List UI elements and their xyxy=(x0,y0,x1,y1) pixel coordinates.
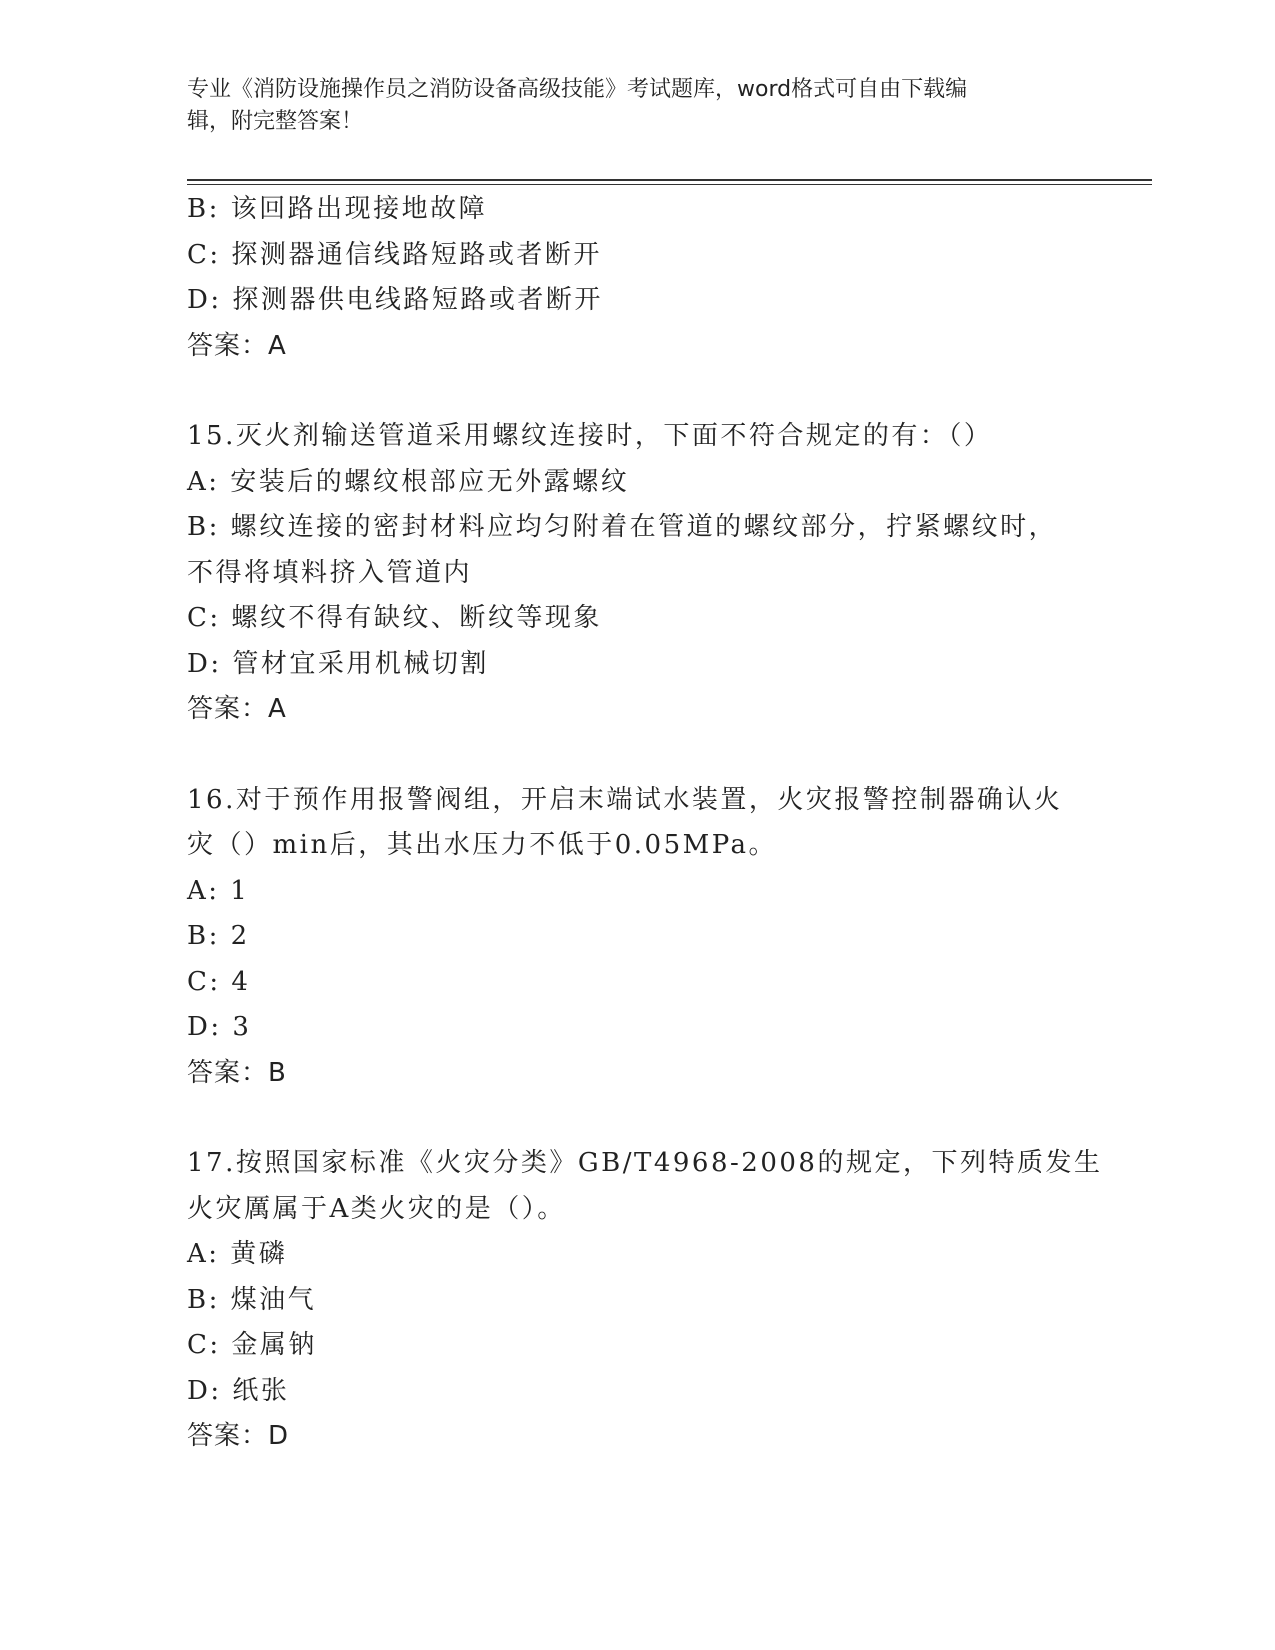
q17-option-a: A: 黄磷 xyxy=(187,1239,288,1269)
header-line-1: 专业《消防设施操作员之消防设备高级技能》考试题库，word格式可自由下载编 xyxy=(187,77,968,102)
q16-answer: 答案：B xyxy=(187,1057,287,1088)
q14-option-b: B: 该回路出现接地故障 xyxy=(187,194,488,224)
q16-option-a: A: 1 xyxy=(187,875,250,906)
q16-stem-line-2: 灾（）min后，其出水压力不低于0.05MPa。 xyxy=(187,830,778,860)
q15-stem: 15.灭火剂输送管道采用螺纹连接时，下面不符合规定的有：（） xyxy=(187,421,993,451)
q17-option-c: C: 金属钠 xyxy=(187,1330,317,1360)
question-16 xyxy=(187,778,1087,1097)
spacer xyxy=(187,733,1087,778)
header-line-2: 辑，附完整答案！ xyxy=(187,109,364,134)
question-14-tail xyxy=(187,187,1087,369)
q15-option-a: A: 安装后的螺纹根部应无外露螺纹 xyxy=(187,466,630,497)
q16-option-d: D: 3 xyxy=(187,1012,252,1042)
q15-answer: 答案：A xyxy=(187,694,287,724)
question-15 xyxy=(187,414,1087,733)
q16-stem-line-1: 16.对于预作用报警阀组，开启末端试水装置，火灾报警控制器确认火 xyxy=(187,784,1063,815)
q17-answer: 答案：D xyxy=(187,1421,290,1451)
q14-option-c: C: 探测器通信线路短路或者断开 xyxy=(187,239,602,270)
q15-option-c: C: 螺纹不得有缺纹、断纹等现象 xyxy=(187,603,602,633)
header-divider-thin xyxy=(187,184,1152,185)
question-17 xyxy=(187,1141,1103,1460)
q15-option-b-line-1: B: 螺纹连接的密封材料应均匀附着在管道的螺纹部分，拧紧螺纹时， xyxy=(187,512,1058,542)
q17-option-b: B: 煤油气 xyxy=(187,1284,317,1315)
q17-stem-line-2: 火灾厲属于A类火灾的是（）。 xyxy=(187,1193,566,1224)
q17-option-d: D: 纸张 xyxy=(187,1375,290,1406)
q16-option-b: B: 2 xyxy=(187,921,250,951)
q15-option-b-line-2: 不得将填料挤入管道内 xyxy=(187,557,473,588)
q16-option-c: C: 4 xyxy=(187,966,251,997)
q14-answer: 答案：A xyxy=(187,330,287,361)
question-content xyxy=(187,187,1103,1460)
q14-option-d: D: 探测器供电线路短路或者断开 xyxy=(187,285,603,315)
spacer xyxy=(187,369,1087,414)
page-header xyxy=(187,74,1067,138)
q17-stem-line-1: 17.按照国家标准《火灾分类》GB/T4968-2008的规定，下列特质发生 xyxy=(187,1148,1103,1178)
header-divider-thick xyxy=(187,179,1152,181)
q15-option-d: D: 管材宜采用机械切割 xyxy=(187,648,489,679)
spacer xyxy=(187,1096,1087,1141)
